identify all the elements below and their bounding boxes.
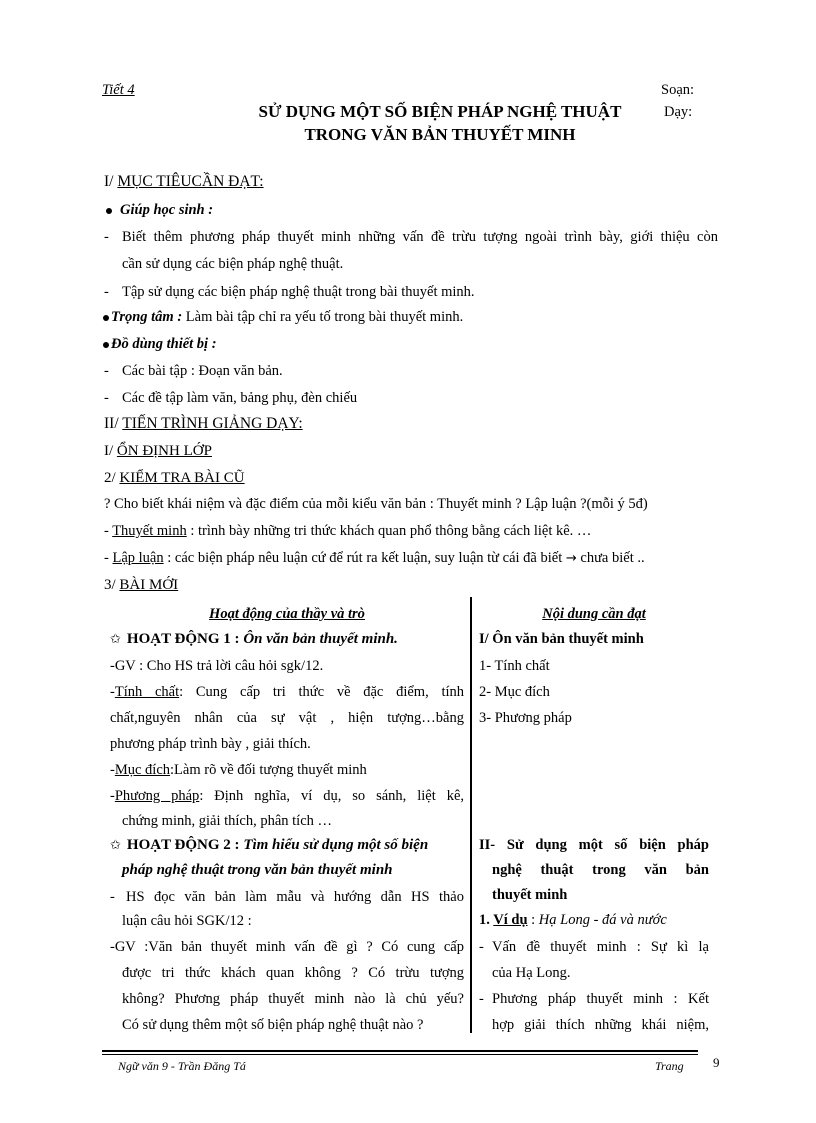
- right-vi-du: [479, 912, 667, 929]
- hoat-dong-2-label: HOẠT ĐỘNG 2 :: [126, 837, 244, 853]
- muc-dich-text: :Làm rõ về đối tượng thuyết minh: [170, 762, 367, 778]
- right-vd2-line-b: hợp giải thích những khái niệm,: [492, 1017, 709, 1033]
- vi-du-label: Ví dụ: [493, 912, 528, 928]
- phuong-phap-line-b: chứng minh, giải thích, phân tích …: [122, 813, 333, 829]
- arrow-right-icon: →: [565, 551, 577, 566]
- right-section-ii-line-a: II- Sử dụng một số biện pháp: [479, 837, 709, 853]
- section-2-title: TIẾN TRÌNH GIẢNG DẠY:: [122, 415, 303, 432]
- bullet-icon: [103, 315, 109, 321]
- section-1-prefix: I/: [104, 173, 118, 190]
- footer-left: Ngữ văn 9 - Trần Đăng Tá: [118, 1059, 246, 1073]
- section-1-heading: [104, 173, 264, 191]
- right-vd1-line-b: của Hạ Long.: [492, 965, 571, 981]
- kiem-tra-prefix: 2/: [104, 470, 120, 486]
- kiem-tra-bai-cu: [104, 470, 245, 487]
- gv-question-line-b: được tri thức khách quan không ? Có trừu tượng: [122, 965, 464, 981]
- gv-question-line-a: -GV :Văn bản thuyết minh vấn đề gì ? Có cung cấp: [110, 939, 464, 955]
- footer-rule-top: [102, 1050, 698, 1052]
- review-question: ? Cho biết khái niệm và đặc điểm của mỗi kiểu văn bản : Thuyết minh ? Lập luận ?(mỗi ý 5đ): [104, 496, 648, 512]
- trong-tam: [103, 309, 463, 326]
- giup-hoc-sinh-label: Giúp học sinh :: [120, 202, 214, 218]
- right-item-1: 1- Tính chất: [479, 658, 550, 674]
- section-2-heading: [104, 415, 303, 433]
- tinh-chat-line-c: phương pháp trình bày , giải thích.: [110, 736, 311, 752]
- objective-2-dash: -: [104, 284, 109, 300]
- hoat-dong-1-title: Ôn văn bản thuyết minh.: [243, 631, 398, 647]
- lap-luan-def: - Lập luận : các biện pháp nêu luận cứ để rút ra kết luận, suy luận từ cái đã biết → chưa biết ..: [104, 550, 645, 566]
- thuyet-minh-label: Thuyết minh: [112, 523, 187, 539]
- lap-luan-text: : các biện pháp nêu luận cứ để rút ra kết luận, suy luận từ cái đã biết: [163, 550, 566, 566]
- gv-question-line-c: không? Phương pháp thuyết minh nào là chủ yếu?: [122, 991, 464, 1007]
- on-dinh-title: ỔN ĐỊNH LỚP: [116, 443, 212, 459]
- star-icon: ✩: [110, 631, 121, 646]
- objective-2: Tập sử dụng các biện pháp nghệ thuật trong bài thuyết minh.: [122, 284, 475, 300]
- muc-dich: -Mục đích:Làm rõ về đối tượng thuyết minh: [110, 762, 367, 778]
- vi-du-separator: :: [527, 912, 539, 928]
- phuong-phap-label: Phương pháp: [114, 788, 200, 804]
- gv-instruction-1: -GV : Cho HS trả lời câu hỏi sgk/12.: [110, 658, 324, 674]
- bai-moi: [104, 577, 178, 594]
- right-section-ii-line-c: thuyết minh: [492, 887, 568, 903]
- do-dung: [103, 336, 217, 353]
- lap-luan-end: chưa biết ..: [576, 550, 645, 566]
- right-on-tap: I/ Ôn văn bản thuyết minh: [479, 631, 644, 647]
- right-vd2-dash: -: [479, 991, 484, 1007]
- tinh-chat-line-b: chất,nguyên nhân của sự vật , hiện tượng…bằng: [110, 710, 464, 726]
- do-dung-2: Các đề tập làm văn, bảng phụ, đèn chiếu: [122, 390, 358, 406]
- tinh-chat-text-a: : Cung cấp tri thức về đặc điểm, tính: [179, 684, 464, 700]
- do-dung-1: Các bài tập : Đoạn văn bản.: [122, 363, 283, 379]
- muc-dich-label: Mục đích: [114, 762, 171, 778]
- right-vd1-line-a: Vấn đề thuyết minh : Sự kì lạ: [492, 939, 709, 955]
- thuyet-minh-text: : trình bày những tri thức khách quan phổ thông bằng cách liệt kê. …: [186, 523, 592, 539]
- table-header-left: Hoạt động của thầy và trò: [209, 606, 365, 622]
- page-title-line2: TRONG VĂN BẢN THUYẾT MINH: [304, 125, 576, 144]
- objective-1-dash: -: [104, 229, 109, 245]
- tinh-chat-line-a: -Tính chất: Cung cấp tri thức về đặc điểm, tính: [110, 684, 464, 700]
- bai-moi-title: BÀI MỚI: [119, 577, 179, 593]
- phuong-phap-line-a: -Phương pháp: Định nghĩa, ví dụ, so sánh, liệt kê,: [110, 788, 464, 804]
- section-2-prefix: II/: [104, 415, 123, 432]
- hs-instruction-line-b: luận câu hỏi SGK/12 :: [122, 913, 252, 929]
- hoat-dong-2-title-b: pháp nghệ thuật trong văn bản thuyết minh: [122, 862, 393, 878]
- right-item-2: 2- Mục đích: [479, 684, 550, 700]
- trong-tam-label: Trọng tâm :: [111, 309, 183, 325]
- right-vd1-dash: -: [479, 939, 484, 955]
- page-number: 9: [713, 1055, 720, 1070]
- do-dung-2-dash: -: [104, 390, 109, 406]
- table-header-right: Nội dung cần đạt: [542, 606, 646, 622]
- soan-label: Soạn:: [661, 82, 695, 98]
- right-section-ii-line-b: nghệ thuật trong văn bản: [492, 862, 709, 878]
- table-column-divider: [470, 597, 472, 1033]
- footer-right: Trang: [655, 1059, 684, 1073]
- bullet-icon: [103, 342, 109, 348]
- kiem-tra-title: KIỂM TRA BÀI CŨ: [119, 470, 245, 486]
- bai-moi-prefix: 3/: [104, 577, 120, 593]
- hs-instruction-line-a: HS đọc văn bản làm mẫu và hướng dẫn HS thảo: [126, 889, 464, 905]
- vi-du-number: 1.: [479, 912, 494, 928]
- hs-instruction-dash: -: [110, 889, 115, 905]
- gv-question-line-d: Có sử dụng thêm một số biện pháp nghệ thuật nào ?: [122, 1017, 424, 1033]
- giup-hoc-sinh: [106, 202, 213, 219]
- star-icon: ✩: [110, 837, 121, 852]
- phuong-phap-text-a: : Định nghĩa, ví dụ, so sánh, liệt kê,: [199, 788, 464, 804]
- on-dinh-prefix: I/: [104, 443, 117, 459]
- bullet-icon: [106, 208, 112, 214]
- right-item-3: 3- Phương pháp: [479, 710, 572, 726]
- day-label: Dạy:: [664, 104, 693, 120]
- page-title-line1: SỬ DỤNG MỘT SỐ BIỆN PHÁP NGHỆ THUẬT: [258, 102, 622, 121]
- tinh-chat-label: Tính chất: [114, 684, 180, 700]
- trong-tam-text: Làm bài tập chỉ ra yếu tố trong bài thuyết minh.: [182, 309, 464, 325]
- lap-luan-label: Lập luận: [112, 550, 164, 566]
- section-1-title: MỤC TIÊUCẦN ĐẠT:: [117, 173, 264, 190]
- objective-1-line-b: cần sử dụng các biện pháp nghệ thuật.: [122, 256, 344, 272]
- hoat-dong-2: [110, 837, 428, 854]
- lesson-label: Tiết 4: [102, 82, 135, 98]
- do-dung-label: Đồ dùng thiết bị :: [111, 336, 217, 352]
- vi-du-title: Hạ Long - đá và nước: [538, 912, 667, 928]
- thuyet-minh-def: - Thuyết minh : trình bày những tri thức khách quan phổ thông bằng cách liệt kê. …: [104, 523, 592, 539]
- objective-1-line-a: Biết thêm phương pháp thuyết minh những vấn đề trừu tượng ngoài trình bày, giới thiệu còn: [122, 229, 718, 245]
- hoat-dong-1-label: HOẠT ĐỘNG 1 :: [126, 631, 244, 647]
- right-vd2-line-a: Phương pháp thuyết minh : Kết: [492, 991, 709, 1007]
- on-dinh-lop: [104, 443, 212, 460]
- do-dung-1-dash: -: [104, 363, 109, 379]
- hoat-dong-2-title-a: Tìm hiểu sử dụng một số biện: [243, 837, 429, 853]
- hoat-dong-1: [110, 631, 398, 648]
- footer-rule-bottom: [102, 1054, 698, 1055]
